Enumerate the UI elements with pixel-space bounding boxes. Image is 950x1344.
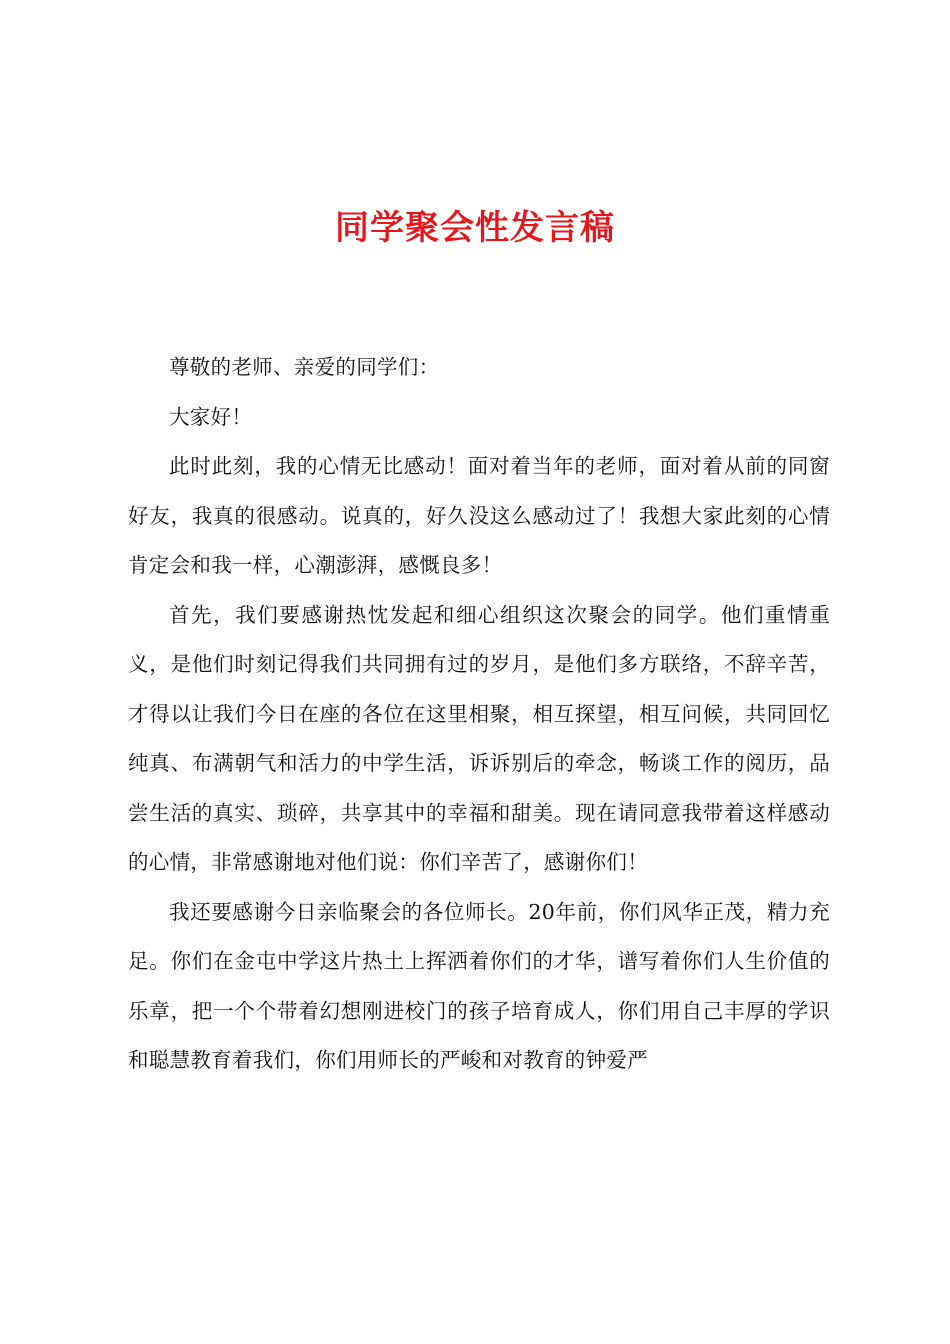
greeting-paragraph: 大家好！ — [169, 404, 253, 429]
salutation-paragraph: 尊敬的老师、亲爱的同学们： — [169, 355, 440, 379]
body-paragraph: 此时此刻，我的心情无比感动！面对着当年的老师，面对着从前的同窗好友，我真的很感动。说真的，好久没这么感动过了！我想大家此刻的心情肯定会和我一样，心潮澎湃，感慨良多！ — [128, 454, 830, 577]
body-paragraph: 首先，我们要感谢热忱发起和细心组织这次聚会的同学。他们重情重义，是他们时刻记得我们共同拥有过的岁月，是他们多方联络，不辞辛苦，才得以让我们今日在座的各位在这里相聚，相互探望，相互问候，共同回忆纯真、布满朝气和活力的中学生活，诉诉别后的牵念，畅谈工作的阅历，品尝生活的真实、琐碎，共享其中的幸福和甜美。现在请同意我带着这样感动的心情，非常感谢地对他们说：你们辛苦了，感谢你们！ — [128, 602, 830, 874]
body-paragraph: 我还要感谢今日亲临聚会的各位师长。20年前，你们风华正茂，精力充足。你们在金屯中学这片热土上挥洒着你们的才华，谱写着你们人生价值的乐章，把一个个带着幻想刚进校门的孩子培育成人，你们用自己丰厚的学识和聪慧教育着我们，你们用师长的严峻和对教育的钟爱严 — [128, 899, 830, 1072]
document-body — [128, 343, 830, 1086]
document-title: 同学聚会性发言稿 — [335, 208, 615, 248]
